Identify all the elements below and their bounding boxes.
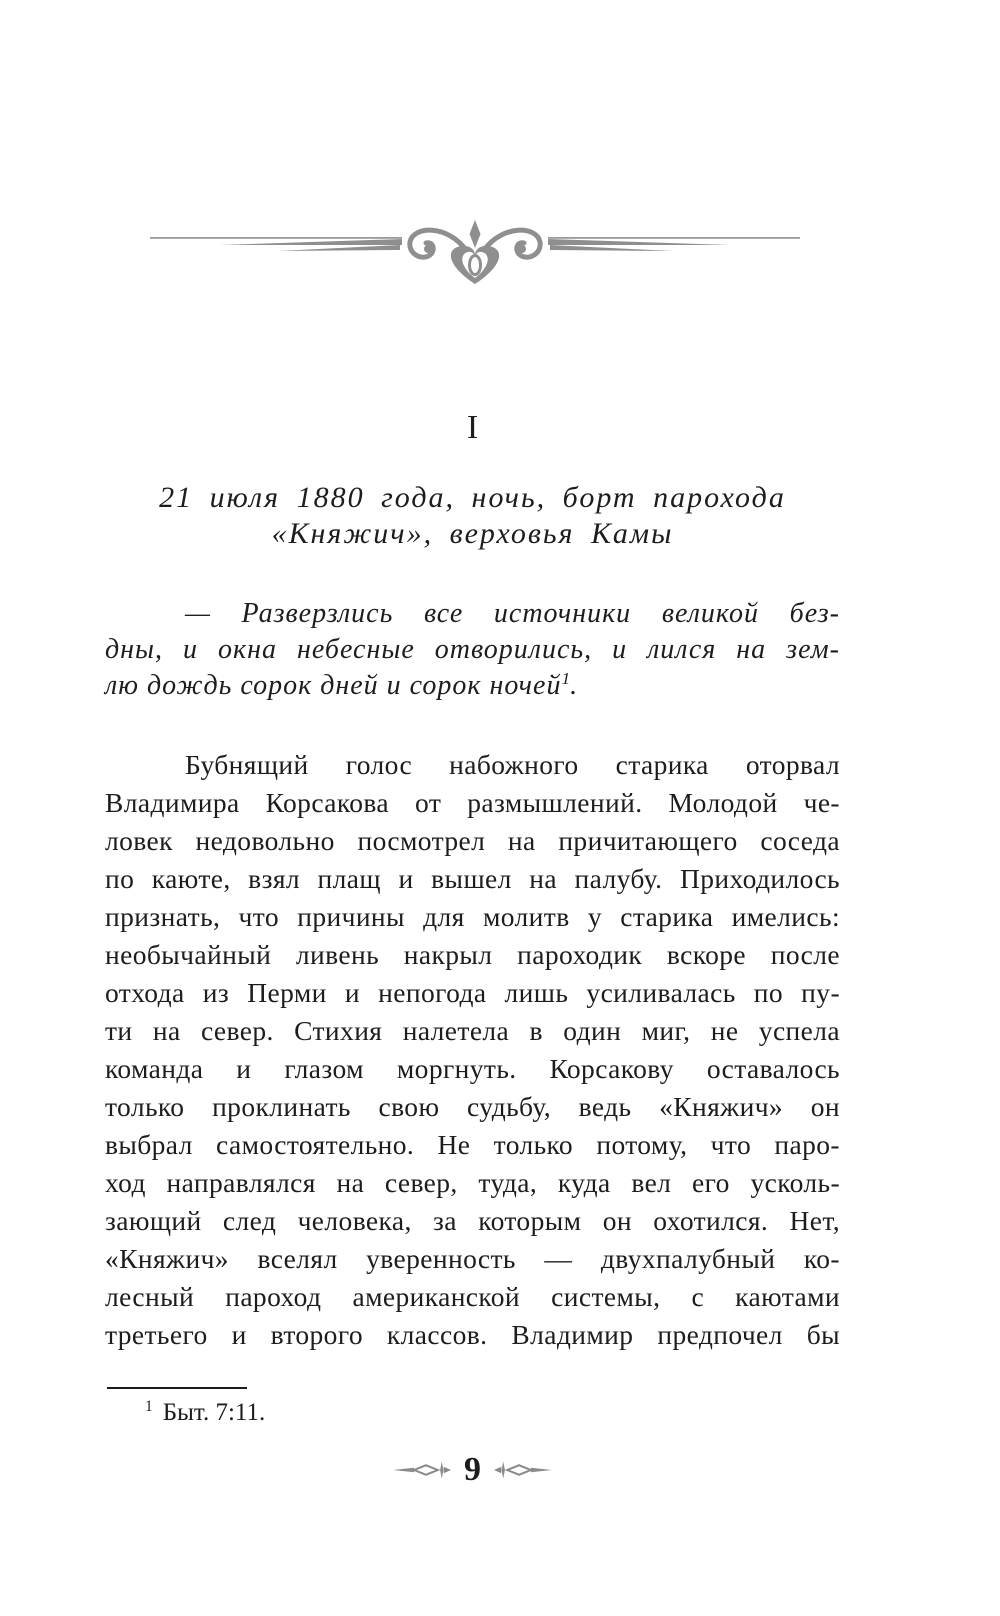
footnote-divider: [107, 1387, 247, 1389]
body-line: выбрал самостоятельно. Не только потому, что паро-: [105, 1129, 840, 1160]
subtitle-line: «Княжич», верховья Камы: [271, 517, 674, 550]
epigraph-line: — Разверзлись все источники великой без-: [185, 598, 840, 629]
body-line: отхода из Перми и непогода лишь усиливалась по пу-: [105, 977, 840, 1008]
body-line: по каюте, взял плащ и вышел на палубу. Приходилось: [105, 863, 840, 894]
footer-ornament-left: [393, 1461, 451, 1479]
body-line: ход направлялся на север, туда, куда вел его усколь-: [105, 1167, 840, 1198]
subtitle-line: 21 июля 1880 года, ночь, борт парохода: [159, 481, 786, 514]
header-flourish-ornament: [150, 220, 800, 284]
body-line: Владимира Корсакова от размышлений. Молодой че-: [105, 787, 840, 818]
body-line: Бубнящий голос набожного старика оторвал: [185, 749, 840, 780]
body-paragraph: [105, 746, 840, 1354]
epigraph-line: [105, 668, 840, 707]
epigraph-line: дны, и окна небесные отворились, и лился на зем-: [105, 634, 840, 665]
body-line: ти на север. Стихия налетела в один миг, не успела: [105, 1015, 840, 1046]
epigraph-text: лю дождь сорок дней и сорок ночей: [105, 670, 562, 701]
page-footer: [105, 1448, 840, 1492]
epigraph-quote: [105, 596, 840, 707]
footnote-marker: 1: [145, 1398, 153, 1416]
page-number: 9: [464, 1451, 481, 1488]
body-line: лесный пароход американской системы, с каютами: [105, 1281, 840, 1312]
body-line: зающий след человека, за которым он охотился. Нет,: [105, 1205, 840, 1236]
epigraph-period: .: [570, 670, 579, 701]
body-line: «Княжич» вселял уверенность — двухпалубный ко-: [105, 1243, 840, 1274]
body-line: необычайный ливень накрыл пароходик вскоре после: [105, 939, 840, 970]
body-line: команда и глазом моргнуть. Корсакову оставалось: [105, 1053, 840, 1084]
body-line: третьего и второго классов. Владимир предпочел бы: [105, 1319, 840, 1350]
footnote-text: Быт. 7:11.: [162, 1399, 266, 1426]
footnote: [105, 1398, 880, 1431]
chapter-number: I: [466, 409, 479, 446]
body-line: признать, что причины для молитв у старика имелись:: [105, 901, 840, 932]
footnote-reference: 1: [561, 669, 571, 689]
footer-ornament-right: [494, 1461, 552, 1479]
chapter-subtitle: [105, 480, 840, 552]
body-line: только проклинать свою судьбу, ведь «Княжич» он: [105, 1091, 840, 1122]
body-line: ловек недовольно посмотрел на причитающего соседа: [105, 825, 840, 856]
